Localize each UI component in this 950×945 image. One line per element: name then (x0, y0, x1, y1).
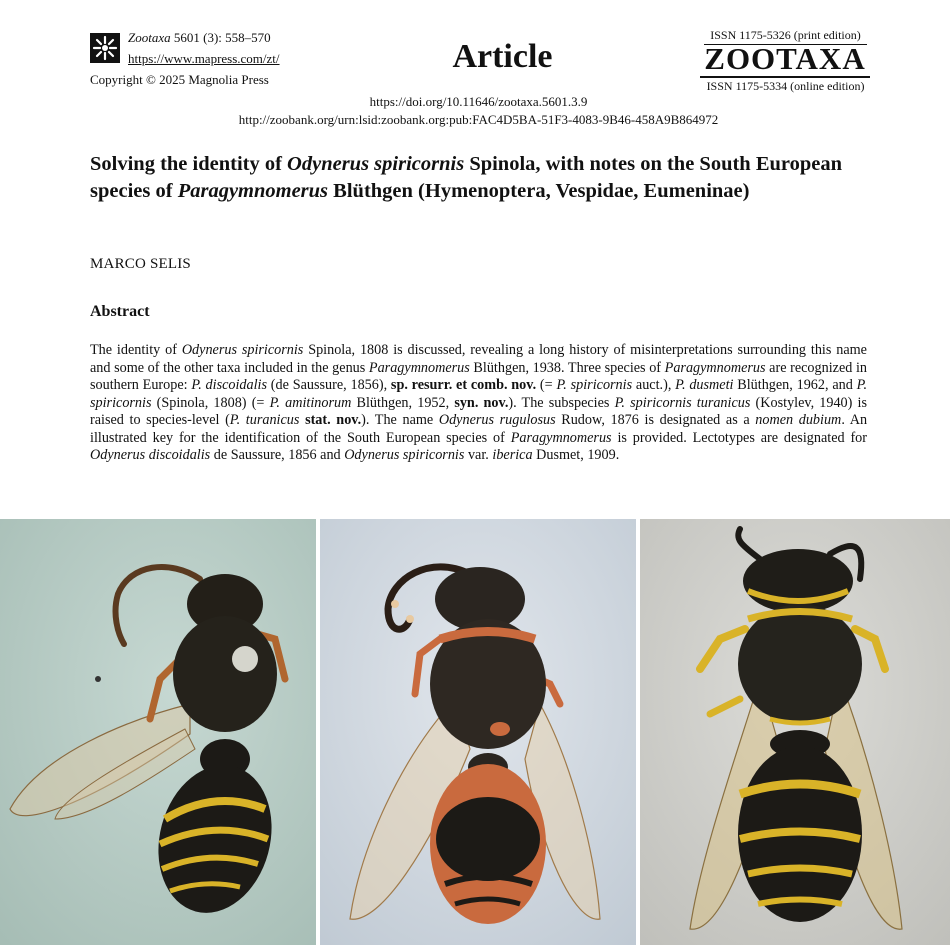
abstract-text: Blüthgen, 1938. Three species of (469, 359, 665, 376)
abstract-text: . An illustrated key for the identification of the South European species of (90, 412, 868, 446)
article-type-label: Article (452, 38, 553, 75)
abstract-taxon-name: P. spiricornis (556, 377, 633, 393)
abstract-taxon-name: Odynerus spiricornis (344, 447, 465, 463)
abstract-taxon-name: nomen dubium (755, 412, 842, 428)
title-text: Spinola, with notes on the South European species of (90, 153, 843, 202)
copyright-notice: Copyright © 2025 Magnolia Press (90, 72, 269, 87)
abstract-nomenclature-act: syn. nov. (454, 394, 509, 411)
title-genus: Paragymnomerus (177, 180, 329, 202)
abstract-text: ). The subspecies (508, 394, 615, 411)
abstract-taxon-name: Odynerus rugulosus (438, 412, 556, 428)
abstract-taxon-name: P. amitinorum (269, 394, 352, 411)
zoobank-link[interactable]: http://zoobank.org/urn:lsid:zoobank.org:pub:FAC4D5BA-51F3-4083-9B46-458A9B864972 (238, 112, 719, 127)
journal-volume-pages: 5601 (3): 558–570 (173, 30, 271, 45)
abstract-taxon-name: Odynerus spiricornis (181, 342, 304, 358)
paper-title (90, 151, 870, 205)
specimen-photo-1 (0, 519, 316, 945)
title-text: Blüthgen (Hymenoptera, Vespidae, Eumeninae) (328, 180, 750, 202)
abstract-text: are recognized in southern Europe: (90, 359, 867, 393)
abstract-taxon-name: Paragymnomerus (664, 359, 766, 376)
abstract-text: Dusmet, 1909. (532, 447, 620, 463)
abstract-nomenclature-act: sp. resurr. et comb. nov. (390, 377, 537, 393)
abstract-text: is provided. Lectotypes are designated for (611, 429, 867, 446)
specimen-photo-2 (320, 519, 636, 945)
abstract-text: ). The name (361, 412, 439, 428)
journal-brand: ZOOTAXA (700, 42, 870, 78)
title-text: Solving the identity of (90, 153, 288, 175)
abstract-taxon-name: P. spiricornis (90, 377, 867, 411)
author-name: MARCO SELIS (90, 256, 191, 272)
journal-url-link[interactable]: https://www.mapress.com/zt/ (128, 51, 280, 66)
abstract-taxon-name: P. spiricornis turanicus (614, 394, 751, 411)
abstract-text: The identity of (90, 342, 182, 358)
abstract-text: var. (464, 447, 493, 463)
wasp-specimen-icon (320, 519, 636, 945)
abstract-taxon-name: Paragymnomerus (368, 359, 470, 376)
wasp-specimen-icon (640, 519, 950, 945)
abstract-text: Spinola, 1808 is discussed, revealing a long history of misinterpretations surrounding this name and some of the other taxa included in the genus (90, 342, 867, 376)
issn-online: ISSN 1175-5334 (online edition) (706, 79, 865, 93)
abstract-text: (Spinola, 1808) (= (151, 394, 270, 411)
abstract-text: auct.), (632, 377, 676, 393)
abstract-text: (= (536, 377, 557, 393)
abstract-text: de Saussure, 1856 and (210, 447, 345, 463)
journal-name: Zootaxa (128, 30, 171, 45)
abstract-taxon-name: P. turanicus (229, 412, 300, 428)
abstract-taxon-name: P. dusmeti (675, 377, 734, 393)
abstract-taxon-name: iberica (492, 447, 533, 463)
abstract-nomenclature-act: stat. nov. (305, 412, 362, 428)
abstract-text: (Kostylev, 1940) is raised to species-level ( (90, 394, 867, 428)
abstract-heading: Abstract (90, 303, 150, 320)
specimen-photo-3 (640, 519, 950, 945)
abstract-text: Blüthgen, 1962, and (733, 377, 857, 393)
doi-link[interactable]: https://doi.org/10.11646/zootaxa.5601.3.9 (369, 94, 588, 109)
issn-print: ISSN 1175-5326 (print edition) (704, 28, 867, 45)
abstract-text: Blüthgen, 1952, (351, 394, 455, 411)
abstract-text: Rudow, 1876 is designated as a (555, 412, 756, 428)
wasp-specimen-icon (0, 519, 316, 945)
abstract-body (90, 342, 867, 465)
abstract-text: (de Saussure, 1856), (267, 377, 391, 393)
abstract-taxon-name: P. discoidalis (191, 377, 268, 393)
abstract-taxon-name: Paragymnomerus (510, 429, 612, 446)
title-species: Odynerus spiricornis (287, 153, 465, 175)
abstract-taxon-name: Odynerus discoidalis (90, 447, 211, 463)
